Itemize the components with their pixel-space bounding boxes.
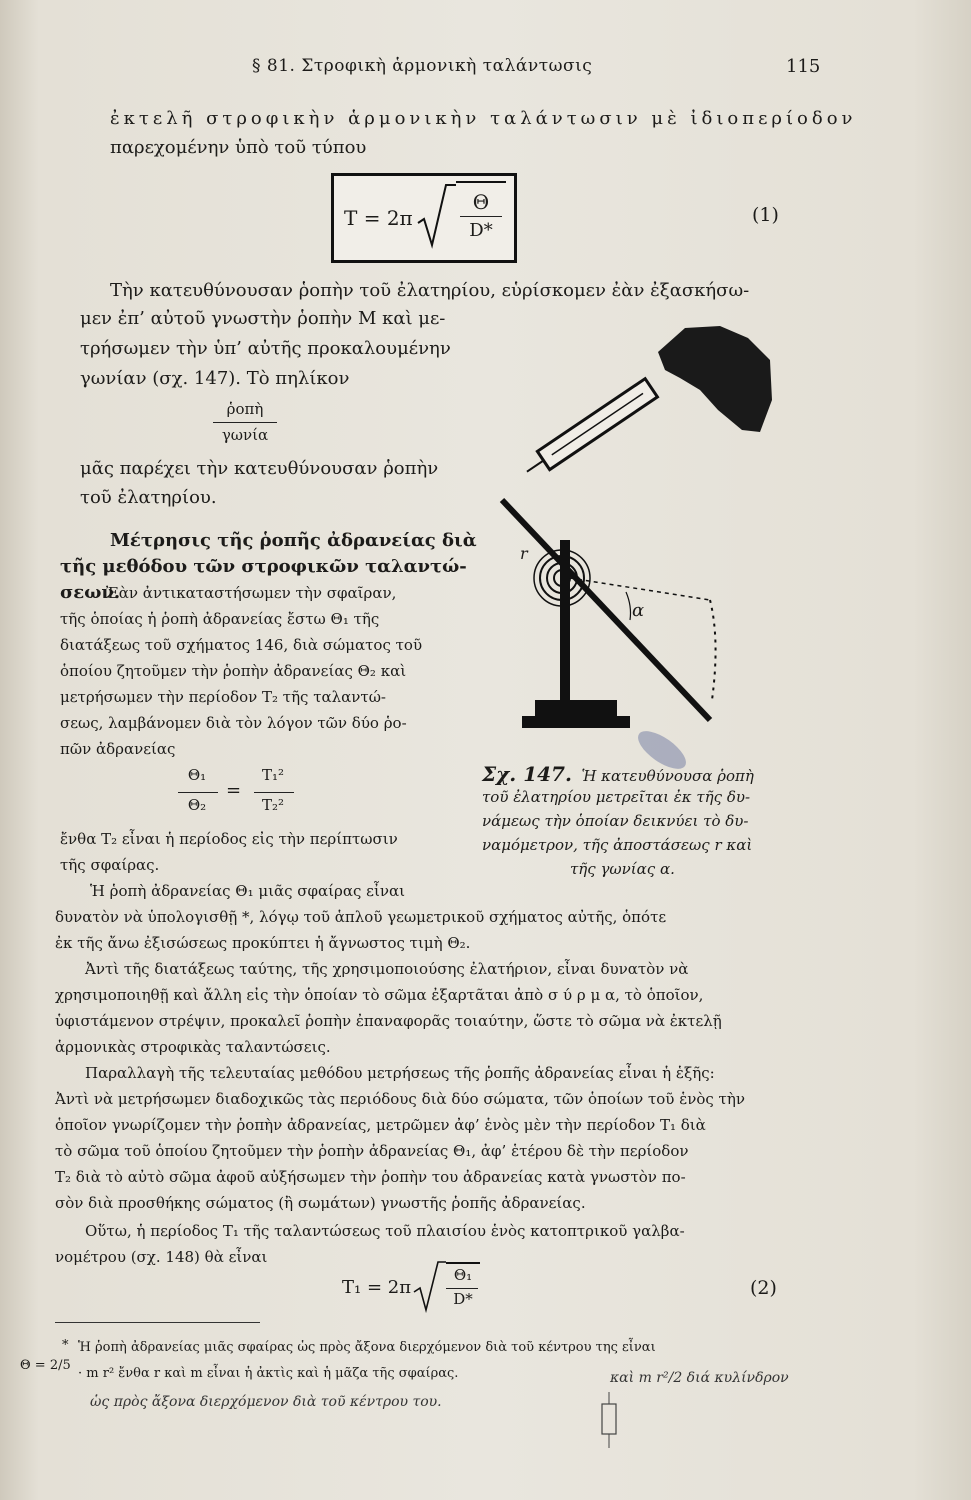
- text-line: γωνίαν (σχ. 147). Τὸ πηλίκον: [80, 368, 350, 389]
- ratio-right-denominator: Τ₂²: [261, 796, 285, 814]
- figure-caption-line: τῆς γωνίας α.: [570, 860, 675, 878]
- handwritten-note: ὡς πρὸς ἄξονα διερχόμενον διὰ τοῦ κέντρου του.: [90, 1394, 442, 1410]
- text-line: παρεχομένην ὑπὸ τοῦ τύπου: [110, 137, 367, 158]
- handwritten-note: καὶ m r²/2 διά κυλίνδρον: [610, 1370, 789, 1386]
- text-line: τρήσωμεν τὴν ὑπ’ αὐτῆς προκαλουμένην: [80, 338, 451, 359]
- equation-number-2: (2): [750, 1277, 777, 1299]
- text-line: Τὴν κατευθύνουσαν ῥοπὴν τοῦ ἐλατηρίου, εὑρίσκομεν ἐὰν ἐξασκήσω-: [110, 280, 750, 301]
- fraction-bar: [446, 1288, 478, 1289]
- footnote-marker: *: [62, 1338, 69, 1353]
- footnote-line: Ἡ ῥοπὴ ἀδρανείας μιᾶς σφαίρας ὡς πρὸς ἄξονα διερχόμενον διὰ τοῦ κέντρου της εἶναι: [78, 1340, 656, 1355]
- formula-2-numerator: Θ₁: [453, 1266, 473, 1284]
- formula-2-lhs: Τ₁ = 2π: [342, 1277, 412, 1298]
- footnote-line: · m r² ἔνθα r καὶ m εἶναι ἡ ἀκτὶς καὶ ἡ μᾶζα τῆς σφαίρας.: [78, 1366, 459, 1381]
- figure-caption-line: νάμεως τὴν ὁποίαν δεικνύει τὸ δυ-: [482, 812, 749, 830]
- page-number: 115: [786, 56, 821, 77]
- ratio-bar: [213, 422, 277, 423]
- text-line: ἐκτελῆ στροφικὴν ἁρμονικὴν ταλάντωσιν μὲ ἰδιοπερίοδον: [110, 108, 857, 129]
- dynamometer-icon: [521, 379, 658, 481]
- stand-post: [560, 540, 570, 720]
- text-line: τοῦ ἐλατηρίου.: [80, 487, 217, 508]
- text-line: Ἐὰν ἀντικαταστήσωμεν τὴν σφαῖραν,: [106, 584, 397, 602]
- text-line: δυνατὸν νὰ ὑπολογισθῇ *, λόγῳ τοῦ ἁπλοῦ γεωμετρικοῦ σχήματος αὐτῆς, ὁπότε: [55, 908, 667, 926]
- sqrt-bar: [446, 1262, 480, 1264]
- text-line: μᾶς παρέχει τὴν κατευθύνουσαν ῥοπὴν: [80, 458, 439, 479]
- formula-1-numerator: Θ: [472, 190, 490, 214]
- text-line: ἁρμονικὰς στροφικὰς ταλαντώσεις.: [55, 1038, 331, 1056]
- text-line: ὁποῖον γνωρίζομεν τὴν ῥοπὴν ἀδρανείας, μετρῶμεν ἀφ’ ἑνὸς μὲν τὴν περίοδον Τ₁ διὰ: [55, 1116, 706, 1134]
- formula-1-denominator: D*: [469, 220, 493, 241]
- text-line: ἐκ τῆς ἄνω ἐξισώσεως προκύπτει ἡ ἄγνωστος τιμὴ Θ₂.: [55, 934, 471, 952]
- hand-icon: [658, 326, 772, 432]
- stand-foot: [535, 700, 617, 718]
- text-line: τὸ σῶμα τοῦ ὁποίου ζητοῦμεν τὴν ῥοπὴν ἀδρανείας Θ₁, ἀφ’ ἑτέρου δὲ τὴν περίοδον: [55, 1142, 689, 1160]
- running-header: § 81. Στροφικὴ ἁρμονικὴ ταλάντωσις: [252, 56, 593, 76]
- text-line: Ἀντὶ τῆς διατάξεως ταύτης, τῆς χρησιμοποιούσης ἐλατήριον, εἶναι δυνατὸν νὰ: [85, 960, 689, 978]
- figure-caption-line: τοῦ ἐλατηρίου μετρεῖται ἐκ τῆς δυ-: [482, 788, 751, 806]
- fraction-bar: [178, 792, 218, 793]
- equation-number-1: (1): [752, 204, 779, 226]
- angle-scale: [710, 600, 716, 700]
- text-line: πῶν ἀδρανείας: [60, 740, 176, 758]
- text-line: ὁποίου ζητοῦμεν τὴν ῥοπὴν ἀδρανείας Θ₂ καὶ: [60, 662, 407, 680]
- ratio-left-numerator: Θ₁: [187, 766, 207, 784]
- figure-label-alpha: α: [632, 600, 645, 621]
- formula-1-lhs: T = 2π: [344, 206, 413, 230]
- section-title: τῆς μεθόδου τῶν στροφικῶν ταλαντώ-: [60, 556, 467, 577]
- ratio-numerator: ῥοπὴ: [226, 400, 264, 418]
- text-line: Παραλλαγὴ τῆς τελευταίας μεθόδου μετρήσεως τῆς ῥοπῆς ἀδρανείας εἶναι ἡ ἑξῆς:: [85, 1064, 715, 1082]
- sqrt-sign-icon: [416, 181, 456, 251]
- figure-caption-line: ναμόμετρον, τῆς ἀποστάσεως r καὶ: [482, 836, 753, 854]
- text-line: μεν ἐπ’ αὐτοῦ γνωστὴν ῥοπὴν Μ καὶ με-: [80, 308, 446, 329]
- text-line: Τ₂ διὰ τὸ αὐτὸ σῶμα ἀφοῦ αὐξήσωμεν τὴν ῥοπὴν του ἀδρανείας κατὰ γνωστὸν πο-: [55, 1168, 686, 1186]
- text-line: σεως, λαμβάνομεν διὰ τὸν λόγον τῶν δύο ῥο-: [60, 714, 407, 732]
- sqrt-sign-icon: [412, 1258, 446, 1314]
- fraction-bar: [460, 216, 502, 217]
- formula-2-denominator: D*: [453, 1290, 473, 1308]
- text-line: ὑφιστάμενον στρέψιν, προκαλεῖ ῥοπὴν ἐπαναφορᾶς τοιαύτην, ὥστε τὸ σῶμα νὰ ἐκτελῇ: [55, 1012, 722, 1030]
- figure-caption-text: Ἡ κατευθύνουσα ῥοπὴ: [581, 767, 754, 785]
- ratio-left-denominator: Θ₂: [187, 796, 207, 814]
- text-line: χρησιμοποιηθῇ καὶ ἄλλη εἰς τὴν ὁποίαν τὸ σῶμα ἐξαρτᾶται ἀπὸ σ ύ ρ μ α, τὸ ὁποῖον,: [55, 986, 704, 1004]
- footnote-rule: [55, 1322, 260, 1323]
- formula-1: [331, 173, 517, 263]
- figure-caption-label: Σχ. 147.: [482, 762, 572, 786]
- figure-caption-line: [482, 762, 754, 786]
- sqrt-bar: [456, 181, 506, 183]
- text-line: ἔνθα Τ₂ εἶναι ἡ περίοδος εἰς τὴν περίπτωσιν: [60, 830, 398, 848]
- text-line: νομέτρου (σχ. 148) θὰ εἶναι: [55, 1248, 268, 1266]
- footnote-margin-formula: Θ = 2/5: [20, 1358, 71, 1373]
- text-line: Οὕτω, ἡ περίοδος Τ₁ τῆς ταλαντώσεως τοῦ πλαισίου ἑνὸς κατοπτρικοῦ γαλβα-: [85, 1222, 685, 1240]
- text-line: σὸν διὰ προσθήκης σώματος (ἢ σωμάτων) γνωστῆς ῥοπῆς ἀδρανείας.: [55, 1194, 586, 1212]
- fraction-bar: [254, 792, 294, 793]
- figure-label-r: r: [520, 544, 528, 563]
- text-line: Ἡ ῥοπὴ ἀδρανείας Θ₁ μιᾶς σφαίρας εἶναι: [90, 882, 405, 900]
- lever-rod: [502, 500, 710, 720]
- text-line: διατάξεως τοῦ σχήματος 146, διὰ σώματος τοῦ: [60, 636, 423, 654]
- text-line: Ἀντὶ νὰ μετρήσωμεν διαδοχικῶς τὰς περιόδους διὰ δύο σώματα, τῶν ὁποίων τοῦ ἑνὸς τὴν: [55, 1090, 745, 1108]
- text-line: τῆς ὁποίας ἡ ῥοπὴ ἀδρανείας ἔστω Θ₁ τῆς: [60, 610, 380, 628]
- text-line: μετρήσωμεν τὴν περίοδον Τ₂ τῆς ταλαντώ-: [60, 688, 387, 706]
- section-title: σεων.: [60, 582, 121, 603]
- equals-sign: =: [226, 780, 242, 801]
- ratio-right-numerator: Τ₁²: [261, 766, 285, 784]
- text-line: τῆς σφαίρας.: [60, 856, 160, 874]
- pen-sketch-icon: [590, 1390, 630, 1450]
- angle-arc: [626, 592, 631, 620]
- ratio-denominator: γωνία: [221, 426, 269, 444]
- section-title: Μέτρησις τῆς ῥοπῆς ἀδρανείας διὰ: [110, 530, 477, 551]
